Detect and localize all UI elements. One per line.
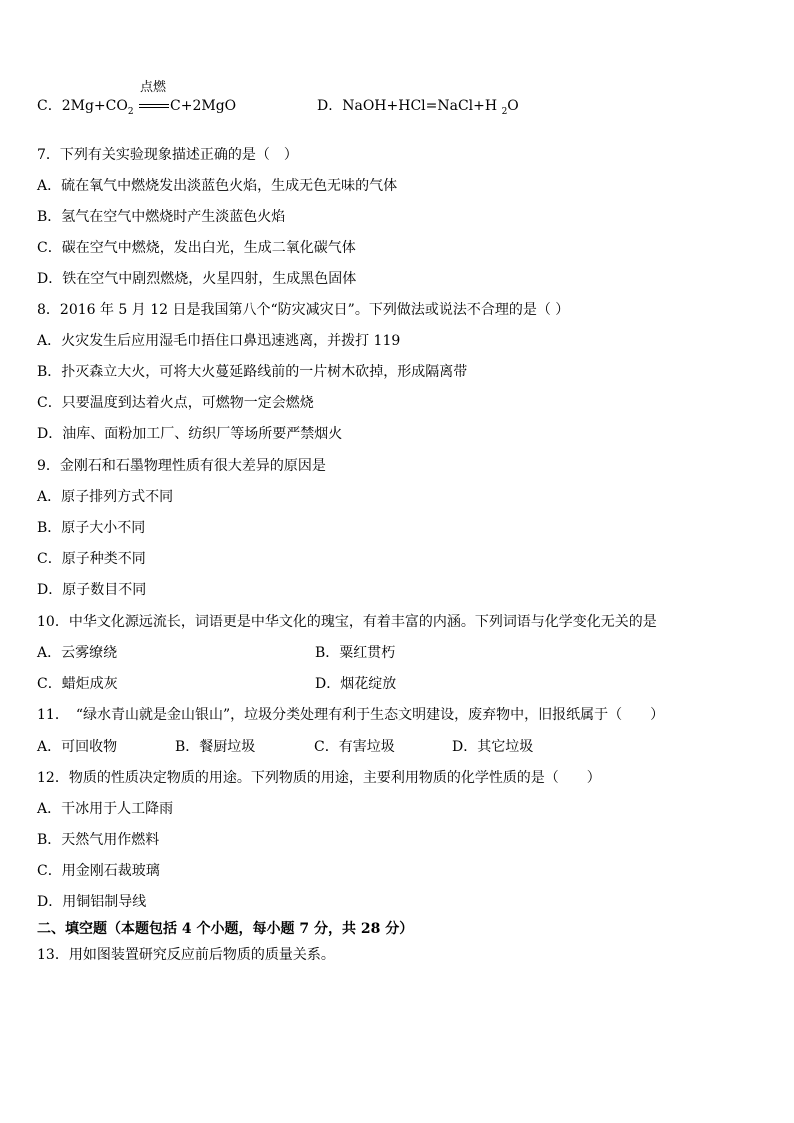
q10-option-b[interactable]: B．粟红贯朽 — [315, 645, 396, 661]
reaction-condition: 点燃 — [140, 80, 167, 95]
q11-option-c[interactable]: C．有害垃圾 — [314, 739, 395, 755]
q9-option-c[interactable]: C．原子种类不同 — [37, 551, 146, 567]
q8-option-c[interactable]: C．只要温度到达着火点，可燃物一定会燃烧 — [37, 395, 314, 411]
q9-stem: 9．金刚石和石墨物理性质有很大差异的原因是 — [37, 458, 326, 474]
q11-option-b[interactable]: B．餐厨垃圾 — [175, 739, 256, 755]
q10-option-d[interactable]: D．烟花绽放 — [315, 676, 397, 692]
q10-option-c[interactable]: C．蜡炬成灰 — [37, 676, 118, 692]
q12-option-a[interactable]: A．干冰用于人工降雨 — [37, 801, 174, 817]
equation-lhs: 2Mg+CO — [61, 98, 128, 114]
q6-option-d — [317, 97, 519, 121]
equation-tail: O — [507, 98, 519, 114]
option-label: C． — [37, 98, 62, 114]
q7-option-b[interactable]: B．氢气在空气中燃烧时产生淡蓝色火焰 — [37, 209, 286, 225]
q8-option-a[interactable]: A．火灾发生后应用湿毛巾捂住口鼻迅速逃离，并拨打 119 — [37, 333, 401, 349]
q12-stem: 12．物质的性质决定物质的用途。下列物质的用途，主要利用物质的化学性质的是（ ） — [37, 770, 601, 786]
reaction-arrow — [138, 80, 170, 115]
q9-option-b[interactable]: B．原子大小不同 — [37, 520, 146, 536]
q7-option-c[interactable]: C．碳在空气中燃烧，发出白光，生成二氧化碳气体 — [37, 240, 356, 256]
q11-option-d[interactable]: D．其它垃圾 — [452, 739, 534, 755]
option-label: D． — [317, 98, 343, 114]
q7-stem: 7．下列有关实验现象描述正确的是（ ） — [37, 147, 298, 163]
q12-option-c[interactable]: C．用金刚石裁玻璃 — [37, 863, 160, 879]
q13-stem: 13．用如图装置研究反应前后物质的质量关系。 — [37, 947, 335, 963]
q8-option-d[interactable]: D．油库、面粉加工厂、纺织厂等场所要严禁烟火 — [37, 426, 343, 442]
q12-option-d[interactable]: D．用铜铝制导线 — [37, 894, 147, 910]
q6-option-c — [37, 80, 237, 121]
subscript: 2 — [127, 106, 134, 117]
equals-sign — [139, 104, 169, 108]
q7-option-a[interactable]: A．硫在氧气中燃烧发出淡蓝色火焰，生成无色无味的气体 — [37, 178, 398, 194]
q12-option-b[interactable]: B．天然气用作燃料 — [37, 832, 160, 848]
section-heading: 二、填空题（本题包括 4 个小题，每小题 7 分，共 28 分） — [37, 921, 414, 937]
q11-option-a[interactable]: A．可回收物 — [37, 739, 118, 755]
q10-option-a[interactable]: A．云雾缭绕 — [37, 645, 118, 661]
equation-rhs: C+2MgO — [170, 98, 237, 114]
q8-stem: 8．2016 年 5 月 12 日是我国第八个“防灾减灾日”。下列做法或说法不合理的是（ ） — [37, 302, 570, 318]
q11-stem: 11． “绿水青山就是金山银山”，垃圾分类处理有利于生态文明建设，废弃物中，旧报纸属于（ ） — [37, 707, 665, 723]
q7-option-d[interactable]: D．铁在空气中剧烈燃烧，火星四射，生成黑色固体 — [37, 271, 357, 287]
subscript: 2 — [501, 106, 508, 117]
q10-stem: 10．中华文化源远流长，词语更是中华文化的瑰宝，有着丰富的内涵。下列词语与化学变化无关的是 — [37, 614, 657, 630]
q9-option-d[interactable]: D．原子数目不同 — [37, 582, 147, 598]
q8-option-b[interactable]: B．扑灭森立大火，可将大火蔓延路线前的一片树木砍掉，形成隔离带 — [37, 364, 468, 380]
q9-option-a[interactable]: A．原子排列方式不同 — [37, 489, 174, 505]
equation: NaOH+HCl=NaCl+H — [342, 98, 498, 114]
